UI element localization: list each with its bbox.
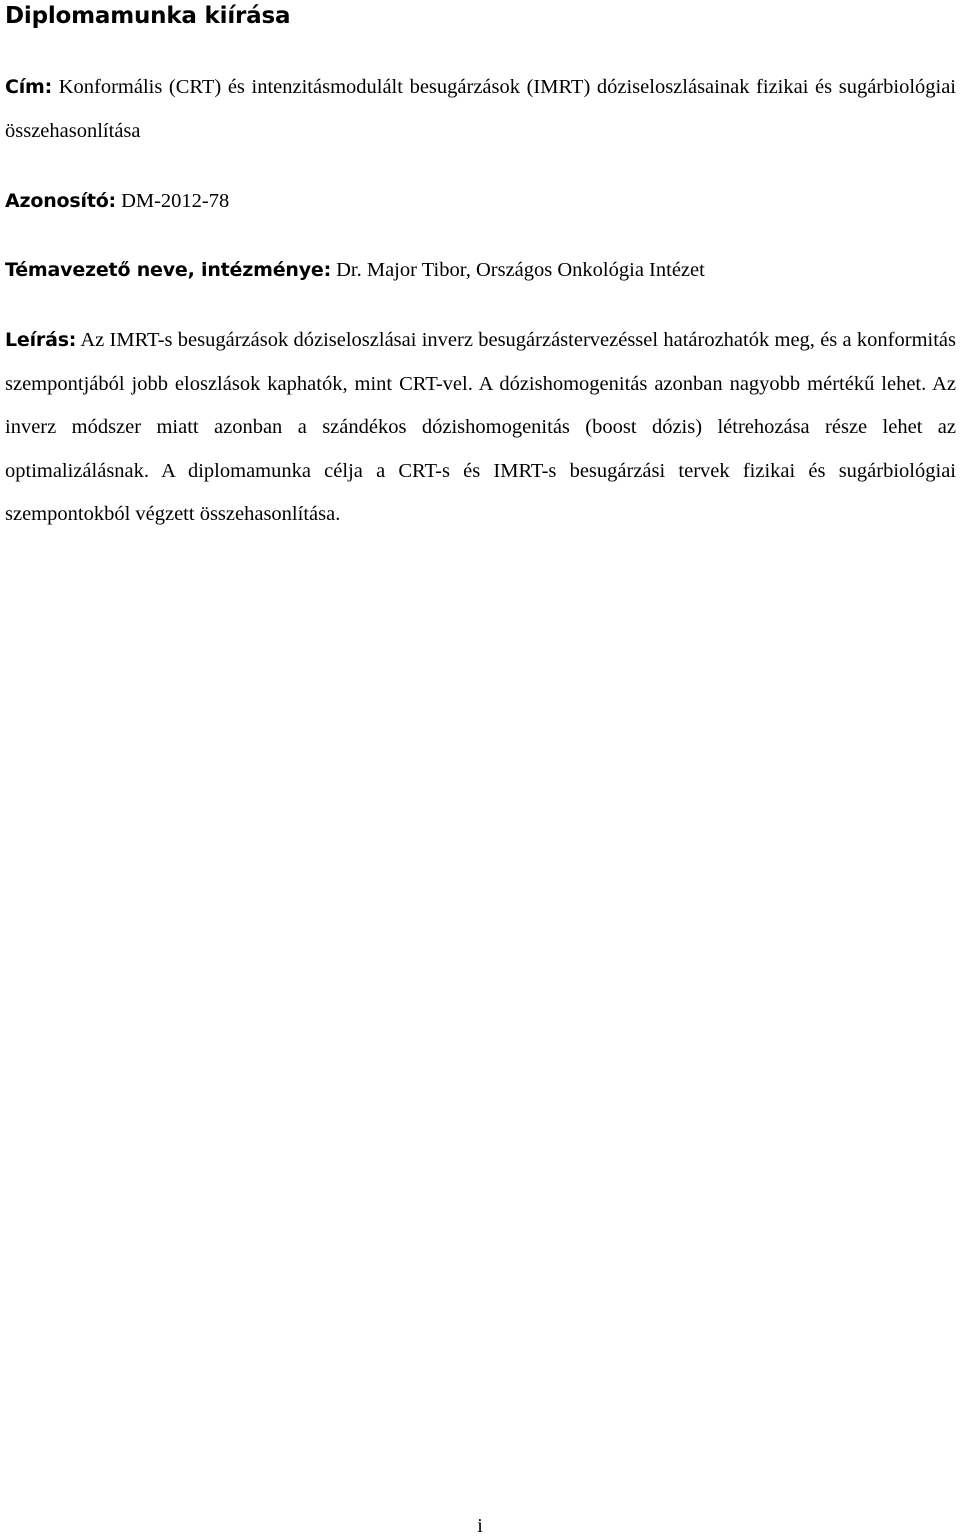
field-azonosito-value: DM-2012-78 <box>121 190 230 212</box>
field-cim <box>5 66 956 153</box>
field-leiras <box>5 319 956 537</box>
field-temavezeto-value: Dr. Major Tibor, Országos Onkológia Intézet <box>336 259 705 281</box>
field-cim-label: Cím: <box>5 76 53 98</box>
field-temavezeto-label: Témavezető neve, intézménye: <box>5 259 331 281</box>
document-title: Diplomamunka kiírása <box>5 3 291 29</box>
field-azonosito <box>5 180 956 224</box>
page-number: i <box>477 1515 483 1537</box>
field-azonosito-label: Azonosító: <box>5 190 116 212</box>
field-cim-value: Konformális (CRT) és intenzitásmodulált besugárzások (IMRT) dóziseloszlásainak fizikai és sugárbiológiai összehasonlítása <box>5 76 957 142</box>
document-page <box>5 0 957 525</box>
field-leiras-label: Leírás: <box>5 329 77 351</box>
field-temavezeto <box>5 249 956 293</box>
field-leiras-value: Az IMRT-s besugárzások dóziseloszlásai inverz besugárzástervezéssel határozhatók meg, és a konformitás szempontjából jobb eloszlások kaphatók, mint CRT-vel. A dózishomogenitás azonban nagyobb mértékű lehet. Az inverz módszer miatt azonban a szándékos dózishomogenitás (boost dózis) létrehozása része lehet az optimalizálásnak. A diplomamunka célja a CRT-s és IMRT-s besugárzási tervek fizikai és sugárbiológiai szempontokból végzett összehasonlítása. <box>5 329 956 525</box>
